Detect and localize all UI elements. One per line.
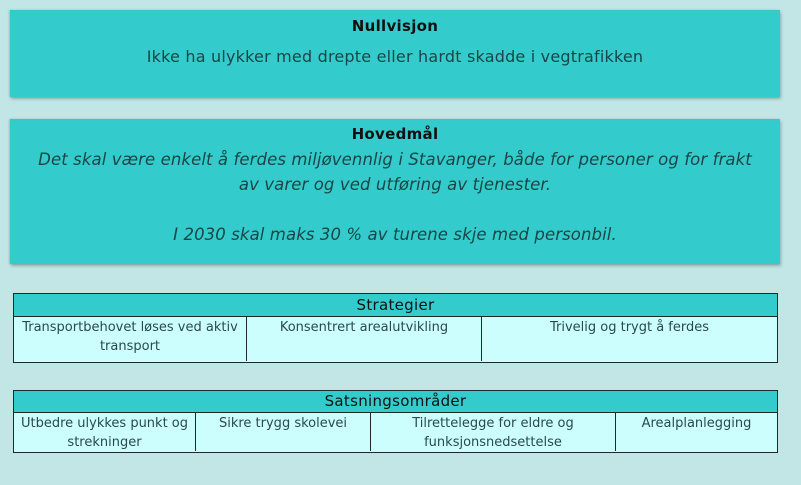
satsningsomrader-header: Satsningsområder bbox=[14, 391, 777, 413]
satsning-cell: Tilrettelegge for eldre og funksjonsnedsettelse bbox=[371, 413, 616, 451]
hovedmal-line-1: Det skal være enkelt å ferdes miljøvennlig i Stavanger, både for personer og for frakt bbox=[38, 150, 752, 169]
satsning-cell: Sikre trygg skolevei bbox=[196, 413, 371, 451]
strategier-header: Strategier bbox=[14, 294, 777, 317]
hovedmal-box bbox=[10, 119, 780, 264]
hovedmal-line-2: av varer og ved utføring av tjenester. bbox=[238, 175, 552, 194]
satsning-cell: Utbedre ulykkes punkt og strekninger bbox=[14, 413, 196, 451]
strategi-cell: Transportbehovet løses ved aktiv transport bbox=[14, 317, 247, 361]
satsningsomrader-table bbox=[13, 390, 778, 453]
nullvisjon-box bbox=[10, 10, 780, 97]
spacer bbox=[10, 197, 780, 222]
strategi-cell: Trivelig og trygt å ferdes bbox=[549, 320, 710, 335]
nullvisjon-title: Nullvisjon bbox=[351, 17, 439, 35]
hovedmal-line-3: I 2030 skal maks 30 % av turene skje med personbil. bbox=[173, 225, 617, 244]
strategier-table bbox=[13, 293, 778, 363]
satsning-cell: Arealplanlegging bbox=[641, 416, 752, 431]
strategi-cell: Konsentrert arealutvikling bbox=[247, 317, 482, 361]
hovedmal-text bbox=[10, 147, 780, 247]
hovedmal-title: Hovedmål bbox=[351, 125, 439, 143]
nullvisjon-text: Ikke ha ulykker med drepte eller hardt skadde i vegtrafikken bbox=[146, 47, 644, 66]
